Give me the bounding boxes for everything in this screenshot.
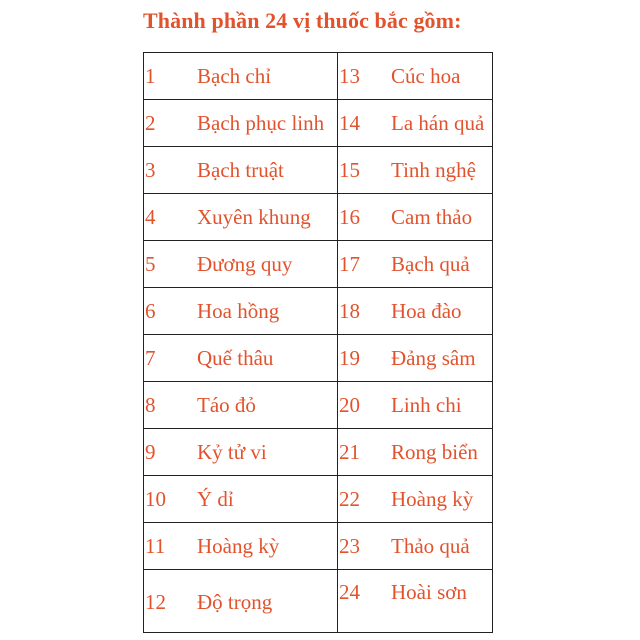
herb-number: 11 <box>145 533 166 558</box>
herb-cell <box>144 476 338 523</box>
herb-cell <box>338 429 493 476</box>
herb-number: 19 <box>339 345 360 370</box>
table-row <box>144 147 493 194</box>
herb-table-body <box>144 53 493 633</box>
herb-number: 22 <box>339 486 360 511</box>
herb-cell <box>338 288 493 335</box>
herb-number: 6 <box>145 298 156 323</box>
herb-cell <box>144 523 338 570</box>
herb-number: 15 <box>339 157 360 182</box>
herb-cell <box>338 382 493 429</box>
herb-name: Hoa đào <box>391 298 462 323</box>
table-row <box>144 429 493 476</box>
herb-cell <box>144 570 338 633</box>
herb-cell <box>338 523 493 570</box>
herb-number: 12 <box>145 590 166 614</box>
herb-cell <box>338 147 493 194</box>
herb-name: La hán quả <box>391 110 485 135</box>
herb-name: Cam thảo <box>391 204 473 229</box>
herb-number: 24 <box>339 580 360 604</box>
herb-cell <box>144 100 338 147</box>
herb-cell <box>144 429 338 476</box>
herb-number: 3 <box>145 157 156 182</box>
herb-cell <box>144 147 338 194</box>
table-row <box>144 476 493 523</box>
cropped-footnote <box>143 632 503 640</box>
table-row <box>144 335 493 382</box>
herb-name: Bạch phục linh <box>197 110 325 135</box>
herb-name: Cúc hoa <box>391 63 461 88</box>
table-row <box>144 570 493 633</box>
herb-name: Tinh nghệ <box>391 157 476 182</box>
herb-number: 7 <box>145 345 156 370</box>
herb-name: Hoài sơn <box>391 580 467 604</box>
herb-cell <box>338 570 493 633</box>
herb-name: Hoa hồng <box>197 298 280 323</box>
herb-cell <box>144 241 338 288</box>
herb-number: 5 <box>145 251 156 276</box>
table-row <box>144 100 493 147</box>
herb-number: 1 <box>145 63 156 88</box>
herb-name: Táo đỏ <box>197 392 256 417</box>
table-row <box>144 523 493 570</box>
herb-number: 17 <box>339 251 360 276</box>
herb-name: Bạch chỉ <box>197 63 272 88</box>
herb-cell <box>338 241 493 288</box>
herb-number: 2 <box>145 110 156 135</box>
herb-name: Linh chi <box>391 392 462 417</box>
herb-number: 14 <box>339 110 360 135</box>
herb-number: 8 <box>145 392 156 417</box>
herb-number: 16 <box>339 204 360 229</box>
herb-cell <box>144 382 338 429</box>
table-row <box>144 194 493 241</box>
herb-name: Hoàng kỳ <box>197 533 280 558</box>
herb-number: 18 <box>339 298 360 323</box>
herb-cell <box>338 53 493 100</box>
herb-number: 21 <box>339 439 360 464</box>
herb-cell <box>144 53 338 100</box>
herb-name: Quế thâu <box>197 345 274 370</box>
herb-cell <box>338 335 493 382</box>
herb-name: Bạch truật <box>197 157 284 182</box>
herb-name: Hoàng kỳ <box>391 486 474 511</box>
herb-number: 10 <box>145 486 166 511</box>
herb-name: Đảng sâm <box>391 345 476 370</box>
herb-table <box>143 52 493 633</box>
herb-name: Thảo quả <box>391 533 470 558</box>
herb-name: Kỷ tử vi <box>197 439 267 464</box>
page-title: Thành phần 24 vị thuốc bắc gồm: <box>143 8 462 33</box>
herb-name: Xuyên khung <box>197 204 311 229</box>
herb-cell <box>144 335 338 382</box>
table-row <box>144 382 493 429</box>
herb-number: 9 <box>145 439 156 464</box>
herb-name: Bạch quả <box>391 251 470 276</box>
herb-name: Ý dỉ <box>197 486 234 511</box>
herb-name: Đương quy <box>197 251 293 276</box>
herb-number: 13 <box>339 63 360 88</box>
herb-cell <box>144 194 338 241</box>
table-row <box>144 53 493 100</box>
herb-number: 20 <box>339 392 360 417</box>
herb-cell <box>338 194 493 241</box>
herb-cell <box>338 100 493 147</box>
herb-cell <box>144 288 338 335</box>
herb-cell <box>338 476 493 523</box>
herb-name: Độ trọng <box>197 590 273 614</box>
table-row <box>144 241 493 288</box>
herb-number: 23 <box>339 533 360 558</box>
herb-number: 4 <box>145 204 156 229</box>
table-row <box>144 288 493 335</box>
herb-name: Rong biển <box>391 439 478 464</box>
